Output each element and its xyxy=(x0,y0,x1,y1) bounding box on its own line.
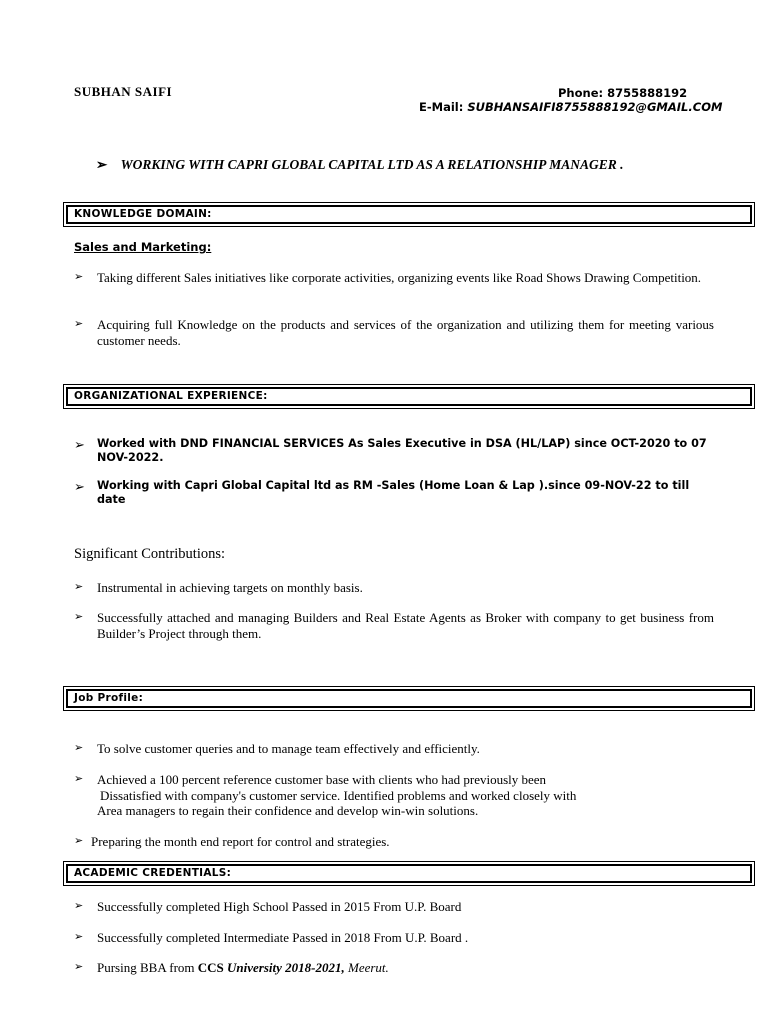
arrow-bullet-icon: ➢ xyxy=(74,835,84,847)
subheading-sales-marketing: Sales and Marketing: xyxy=(74,240,212,254)
list-item: ➢ Working with Capri Global Capital ltd as RM -Sales (Home Loan & Lap ).since 09-NOV-22 to till date xyxy=(74,479,690,506)
section-title: Job Profile: xyxy=(74,692,144,704)
arrow-bullet-icon: ➢ xyxy=(96,157,108,172)
arrow-bullet-icon: ➢ xyxy=(74,931,84,943)
arrow-bullet-icon: ➢ xyxy=(74,581,84,593)
phone-number: 8755888192 xyxy=(607,86,688,100)
email-line xyxy=(419,100,722,114)
list-item xyxy=(74,772,714,819)
arrow-bullet-icon: ➢ xyxy=(74,479,85,494)
arrow-bullet-icon: ➢ xyxy=(74,611,84,623)
candidate-name: SUBHAN SAIFI xyxy=(74,84,173,99)
arrow-bullet-icon: ➢ xyxy=(74,742,84,754)
city-text: Meerut. xyxy=(348,960,389,975)
section-bar-academic xyxy=(66,864,752,883)
ccs-text: CCS xyxy=(197,960,228,975)
list-item: ➢ Successfully completed Intermediate Passed in 2018 From U.P. Board . xyxy=(74,930,469,945)
list-item: ➢ Taking different Sales initiatives like corporate activities, organizing events like Road Shows Drawing Competition. xyxy=(74,270,702,285)
email-address: SUBHANSAIFI8755888192@GMAIL.COM xyxy=(467,100,723,114)
section-bar-job-profile xyxy=(66,689,752,708)
email-label: E-Mail: xyxy=(419,100,464,114)
arrow-bullet-icon: ➢ xyxy=(74,773,84,785)
banner-line xyxy=(96,157,624,173)
list-item: ➢ Instrumental in achieving targets on monthly basis. xyxy=(74,580,363,595)
arrow-bullet-icon: ➢ xyxy=(74,437,85,452)
list-item: ➢ Successfully completed High School Passed in 2015 From U.P. Board xyxy=(74,899,462,914)
section-title: KNOWLEDGE DOMAIN: xyxy=(74,208,212,220)
line-1: Achieved a 100 percent reference customer base with clients who had previously been xyxy=(97,772,547,787)
line-2: Dissatisfied with company's customer service. Identified problems and worked closely with xyxy=(100,787,577,803)
phone-label: Phone: xyxy=(558,86,604,100)
university-text: University 2018-2021, xyxy=(227,960,348,975)
contributions-heading: Significant Contributions: xyxy=(74,546,226,562)
list-item: ➢ Worked with DND FINANCIAL SERVICES As Sales Executive in DSA (HL/LAP) since OCT-2020 to 07 NOV-2022. xyxy=(74,437,707,464)
section-title: ACADEMIC CREDENTIALS: xyxy=(74,867,232,879)
list-item: ➢ Successfully attached and managing Builders and Real Estate Agents as Broker with company to get business from Builder’s Project through them. xyxy=(74,610,714,641)
section-bar-knowledge xyxy=(66,205,752,224)
list-item: ➢ To solve customer queries and to manage team effectively and efficiently. xyxy=(74,741,480,756)
line-3: Area managers to regain their confidence and develop win-win solutions. xyxy=(97,803,479,818)
list-item: ➢ Acquiring full Knowledge on the products and services of the organization and utilizing them for meeting various customer needs. xyxy=(74,317,714,348)
arrow-bullet-icon: ➢ xyxy=(74,961,84,973)
arrow-bullet-icon: ➢ xyxy=(74,271,84,283)
section-bar-experience xyxy=(66,387,752,406)
bba-prefix: Pursing BBA from xyxy=(97,960,198,975)
phone-line xyxy=(558,86,687,100)
list-item xyxy=(74,960,714,976)
banner-text: WORKING WITH CAPRI GLOBAL CAPITAL LTD AS A RELATIONSHIP MANAGER . xyxy=(120,157,624,172)
list-item: ➢ Preparing the month end report for control and strategies. xyxy=(74,834,390,849)
section-title: ORGANIZATIONAL EXPERIENCE: xyxy=(74,390,268,402)
arrow-bullet-icon: ➢ xyxy=(74,318,84,330)
arrow-bullet-icon: ➢ xyxy=(74,900,84,912)
